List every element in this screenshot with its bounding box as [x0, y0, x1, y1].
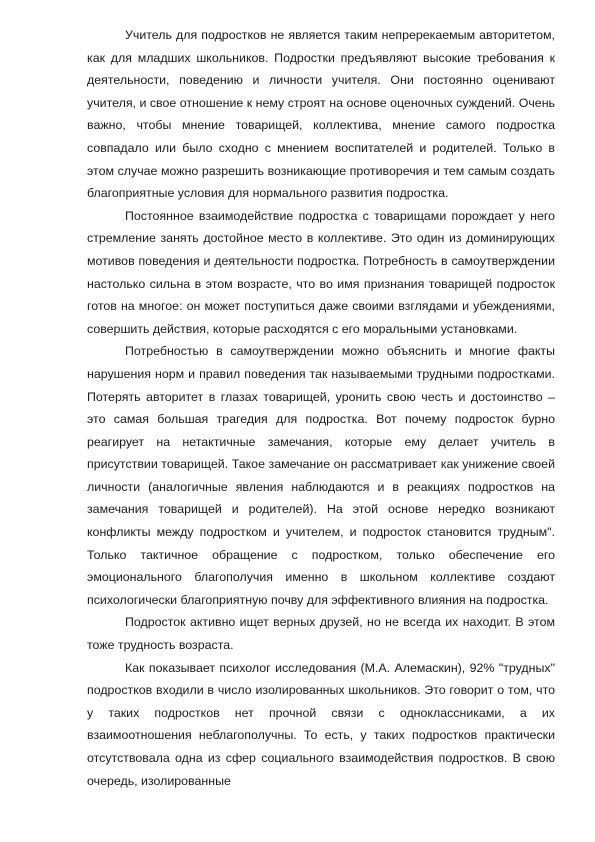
document-body: [87, 24, 555, 792]
paragraph-2: Постоянное взаимодействие подростка с товарищами порождает у него стремление занять достойное место в коллективе. Это один из доминирующих мотивов поведения и деятельности подростка. Потребность в самоутверждении настолько сильна в этом возрасте, что во имя признания товарищей подросток готов на многое: он может поступиться даже своими взглядами и убеждениями, совершить действия, которые расходятся с его моральными установками.: [87, 208, 555, 336]
paragraph-5: Как показывает психолог исследования (М.А. Алемаскин), 92% "трудных" подростков входили в число изолированных школьников. Это говорит о том, что у таких подростков нет прочной связи с одноклассниками, а их взаимоотношения неблагополучны. То есть, у таких подростков практически отсутствовала одна из сфер социального взаимодействия подростков. В свою очередь, изолированные: [87, 660, 555, 788]
paragraph-3: Потребностью в самоутверждении можно объяснить и многие факты нарушения норм и правил поведения так называемыми трудными подростками. Потерять авторитет в глазах товарищей, уронить свою честь и достоинство – это самая большая трагедия для подростка. Вот почему подросток бурно реагирует на нетактичные замечания, которые ему делает учитель в присутствии товарищей. Такое замечание он рассматривает как унижение своей личности (аналогичные явления наблюдаются и в реакциях подростков на замечания товарищей и родителей). На этой основе нередко возникают конфликты между подростком и учителем, и подросток становится трудным". Только тактичное обращение с подростком, только обеспечение его эмоционального благополучия именно в школьном коллективе создают психологически благоприятную почву для эффективного влияния на подростка.: [87, 344, 555, 607]
paragraph-1: Учитель для подростков не является таким непререкаемым авторитетом, как для младших школьников. Подростки предъявляют высокие требования к деятельности, поведению и личности учителя. Они постоянно оценивают учителя, и свое отношение к нему строят на основе оценочных суждений. Очень важно, чтобы мнение товарищей, коллектива, мнение самого подростка совпадало или было сходно с мнением воспитателей и родителей. Только в этом случае можно разрешить возникающие противоречия и тем самым создать благоприятные условия для нормального развития подростка.: [87, 28, 555, 201]
paragraph-4: Подросток активно ищет верных друзей, но не всегда их находит. В этом тоже трудность возраста.: [87, 615, 555, 653]
